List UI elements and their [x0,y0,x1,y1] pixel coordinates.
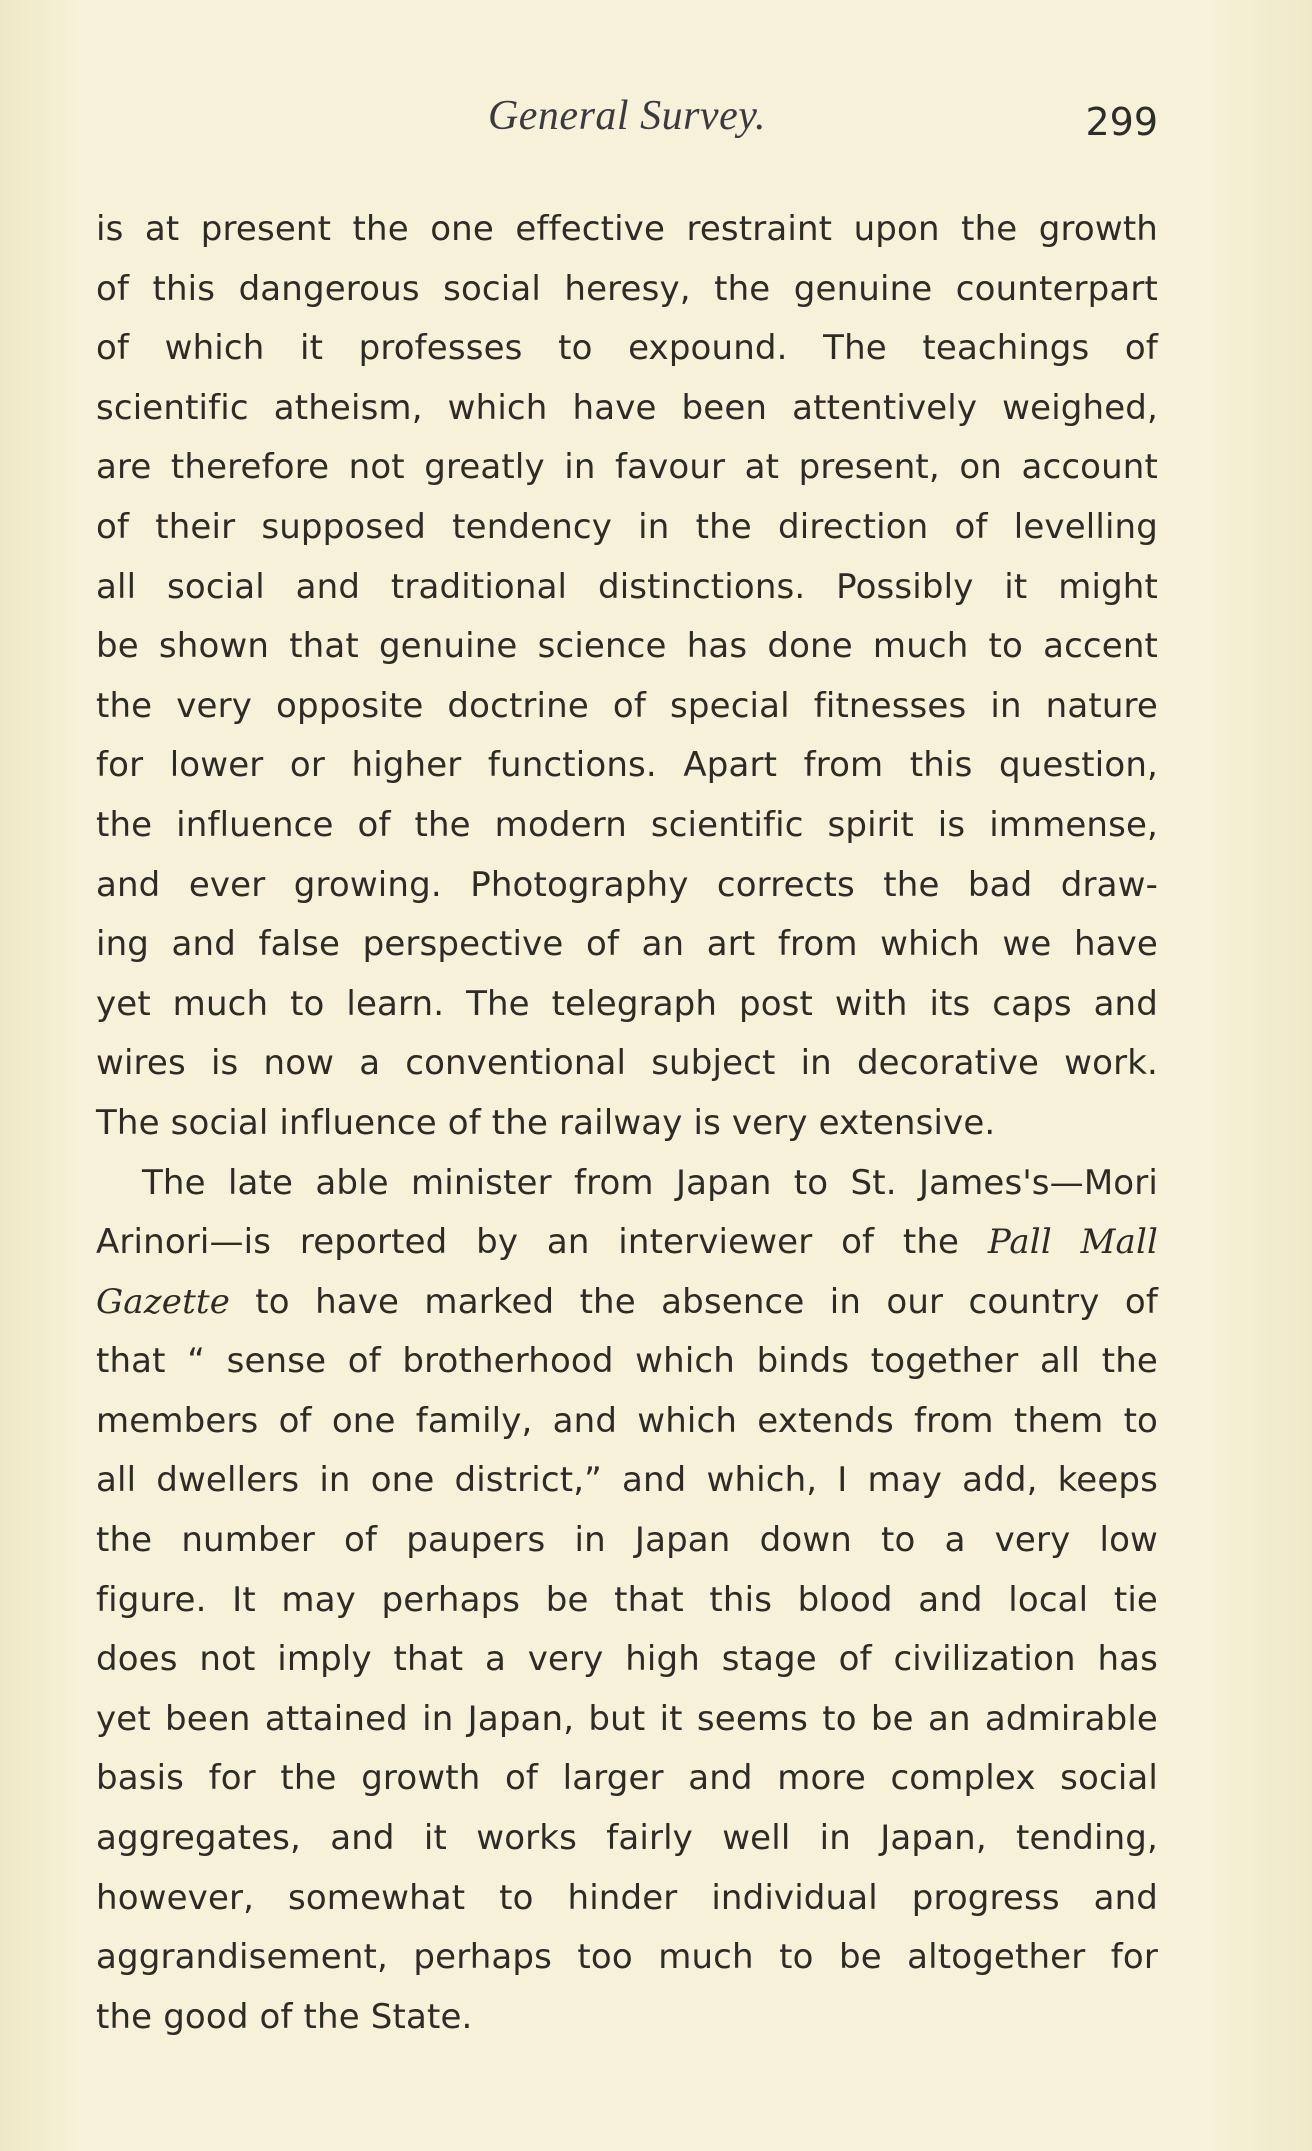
newspaper-name: Gazette [96,1281,230,1322]
page-number: 299 [1085,100,1158,144]
text-line: of this dangerous social heresy, the genuine counterpart [96,268,1158,309]
running-head [96,92,1158,142]
text-line: The social influence of the railway is very extensive. [96,1102,996,1143]
newspaper-name: Pall Mall [987,1222,1159,1263]
body-text [96,200,1158,2047]
text-line: are therefore not greatly in favour at present, on account [96,447,1158,488]
text-line: scientific atheism, which have been attentively weighed, [96,387,1158,428]
text-line: aggregates, and it works fairly well in Japan, tending, [96,1818,1158,1859]
text-line: yet much to learn. The telegraph post with its caps and [96,983,1158,1024]
text-line: all dwellers in one district,” and which, I may add, keeps [96,1460,1158,1501]
text-line: yet been attained in Japan, but it seems to be an admirable [96,1698,1158,1739]
text-line: The late able minister from Japan to St. James's—Mori [142,1162,1158,1203]
text-line: of their supposed tendency in the direction of levelling [96,506,1158,547]
text-line: all social and traditional distinctions. Possibly it might [96,566,1158,607]
text-line: basis for the growth of larger and more complex social [96,1758,1158,1799]
text-line: is at present the one effective restraint upon the growth [96,209,1158,249]
text-line: wires is now a conventional subject in decorative work. [96,1043,1158,1084]
text-line: for lower or higher functions. Apart from this question, [96,745,1158,786]
text-line [96,1273,1158,1333]
text-line [96,1213,1158,1273]
text-segment: to have marked the absence in our country of [229,1281,1158,1322]
text-line: the number of paupers in Japan down to a very low [96,1520,1158,1561]
text-line: ing and false perspective of an art from which we have [96,924,1158,965]
text-line: be shown that genuine science has done much to accent [96,626,1158,667]
text-line: the very opposite doctrine of special fitnesses in nature [96,685,1158,726]
text-line: however, somewhat to hinder individual progress and [96,1877,1158,1918]
text-line: that “ sense of brotherhood which binds together all the [96,1341,1158,1382]
section-title: General Survey. [487,93,767,139]
text-line: members of one family, and which extends from them to [96,1400,1158,1441]
text-line: the influence of the modern scientific spirit is immense, [96,804,1158,845]
text-segment: Arinori—is reported by an interviewer of the [96,1222,988,1263]
text-line: aggrandisement, perhaps too much to be altogether for [96,1937,1158,1978]
text-line: of which it professes to expound. The teachings of [96,328,1158,369]
text-line: figure. It may perhaps be that this blood and local tie [96,1579,1158,1620]
text-line: and ever growing. Photography corrects the bad draw- [96,864,1158,905]
text-line: does not imply that a very high stage of civilization has [96,1639,1158,1680]
text-line: the good of the State. [96,1996,473,2037]
